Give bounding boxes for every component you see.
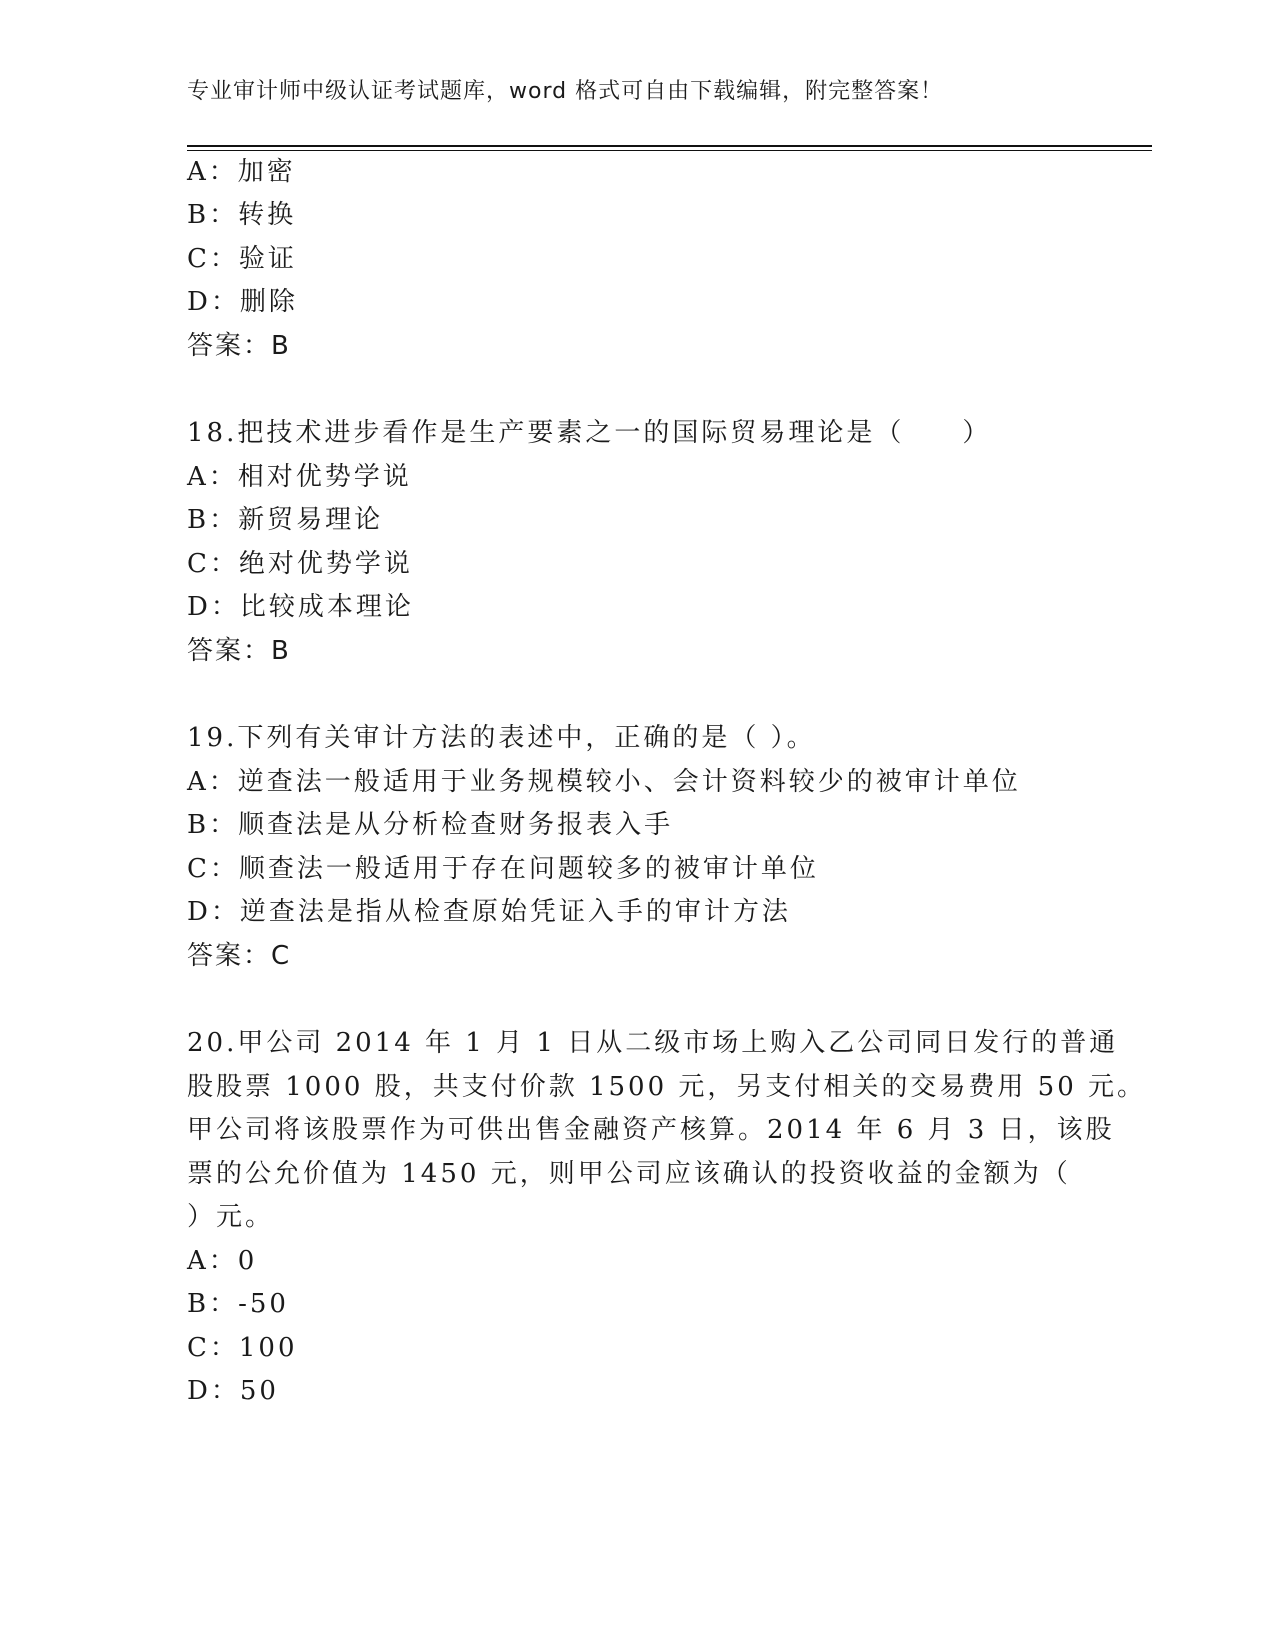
q19-option-b: B：顺查法是从分析检查财务报表入手 bbox=[187, 810, 674, 840]
q17-option-b: B：转换 bbox=[187, 200, 297, 230]
q19-option-d: D：逆查法是指从检查原始凭证入手的审计方法 bbox=[187, 897, 791, 927]
q17-option-c: C：验证 bbox=[187, 244, 297, 274]
header-rule-thin bbox=[187, 150, 1152, 151]
q18-option-a: A：相对优势学说 bbox=[187, 462, 412, 492]
q17-option-a: A：加密 bbox=[187, 157, 296, 187]
q20-stem-line-4: 票的公允价值为 1450 元，则甲公司应该确认的投资收益的金额为（ bbox=[187, 1159, 1071, 1189]
q20-option-d: D：50 bbox=[187, 1376, 279, 1406]
q20-option-c: C：100 bbox=[187, 1333, 298, 1363]
q20-stem-line-1: 20.甲公司 2014 年 1 月 1 日从二级市场上购入乙公司同日发行的普通 bbox=[187, 1028, 1119, 1058]
q18-stem: 18.把技术进步看作是生产要素之一的国际贸易理论是（ ） bbox=[187, 418, 992, 448]
q19-option-c: C：顺查法一般适用于存在问题较多的被审计单位 bbox=[187, 854, 819, 884]
header-rule bbox=[187, 145, 1152, 147]
q19-option-a: A：逆查法一般适用于业务规模较小、会计资料较少的被审计单位 bbox=[187, 767, 1021, 797]
q18-option-c: C：绝对优势学说 bbox=[187, 549, 413, 579]
q18-answer: 答案：B bbox=[187, 636, 291, 666]
q17-option-d: D：删除 bbox=[187, 287, 298, 317]
q20-option-a: A：0 bbox=[187, 1246, 258, 1276]
q20-stem-line-2: 股股票 1000 股，共支付价款 1500 元，另支付相关的交易费用 50 元。 bbox=[187, 1072, 1147, 1102]
q20-stem-line-3: 甲公司将该股票作为可供出售金融资产核算。2014 年 6 月 3 日，该股 bbox=[187, 1115, 1115, 1145]
q20-option-b: B：-50 bbox=[187, 1289, 289, 1319]
q18-option-b: B：新贸易理论 bbox=[187, 505, 384, 535]
q19-answer: 答案：C bbox=[187, 941, 292, 971]
page-header: 专业审计师中级认证考试题库，word 格式可自由下载编辑，附完整答案！ bbox=[187, 79, 944, 104]
q19-stem: 19.下列有关审计方法的表述中，正确的是（ ）。 bbox=[187, 723, 816, 753]
q20-stem-line-5: ）元。 bbox=[187, 1202, 275, 1232]
q18-option-d: D：比较成本理论 bbox=[187, 592, 414, 622]
q17-answer: 答案：B bbox=[187, 331, 291, 361]
